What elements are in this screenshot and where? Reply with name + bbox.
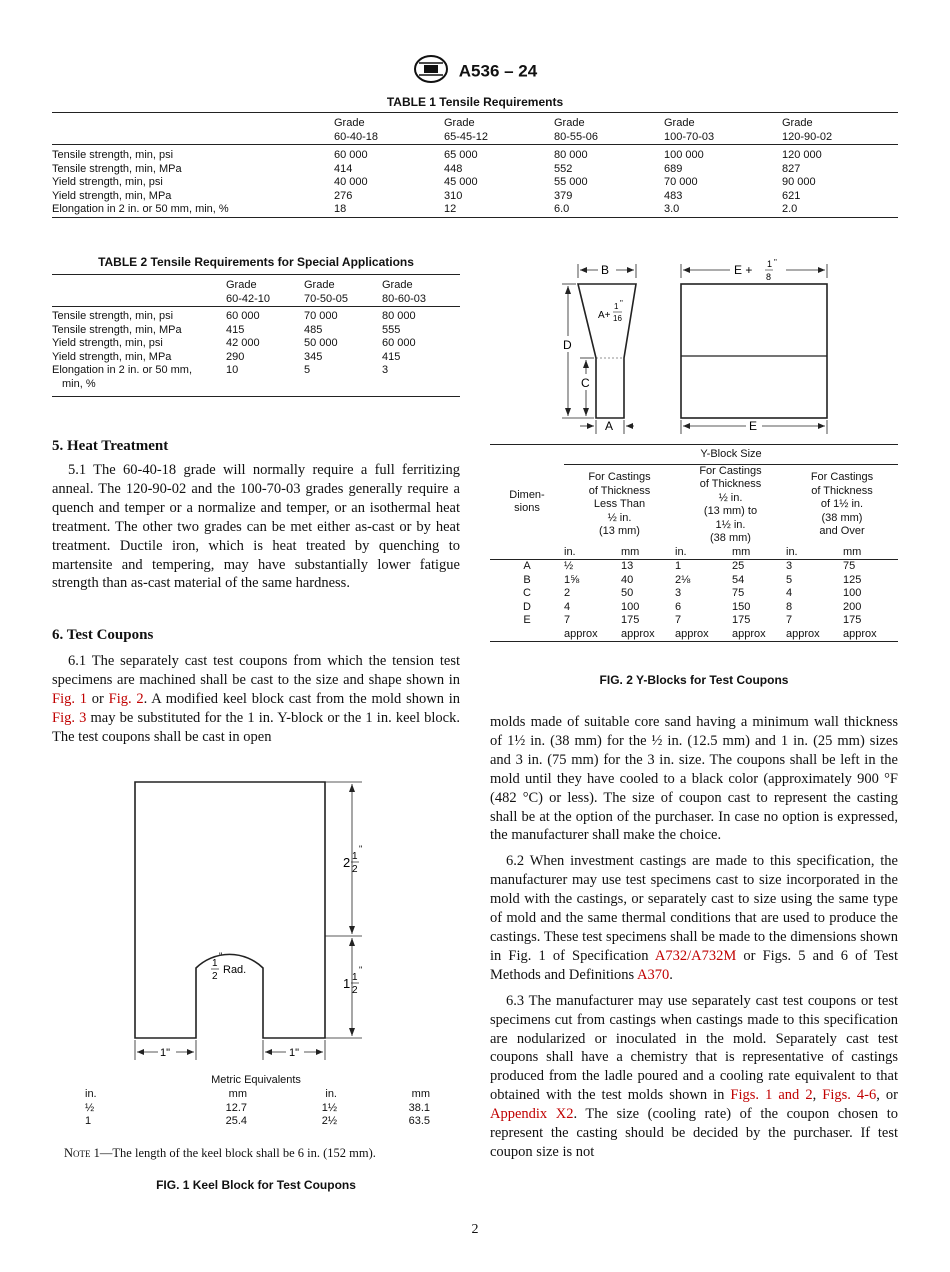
table-row: E 7 175 7 175 7 175 <box>523 614 862 626</box>
designation: A536 – 24 <box>458 61 538 81</box>
fig1-link[interactable]: Fig. 1 <box>52 690 87 707</box>
svg-text:": " <box>620 299 623 308</box>
table-row: Yield strength, min, MPa 290 345 415 <box>52 350 401 363</box>
fig2-y-block-drawing <box>550 258 850 438</box>
page-header <box>0 54 950 89</box>
fig2-caption: FIG. 2 Y-Blocks for Test Coupons <box>599 673 789 687</box>
table-row: Tensile strength, min, psi 60 000 65 000 80 000 100 000 120 000 <box>52 149 822 161</box>
dim-b-label: B <box>601 263 610 277</box>
table-row: approx approx approx approx approx approx <box>490 628 898 642</box>
radius-label: Rad. <box>223 964 247 976</box>
appendix-x2-link[interactable]: Appendix X2 <box>490 1106 574 1123</box>
figs-1-2-link[interactable]: Figs. 1 and 2 <box>730 1087 813 1104</box>
figs-4-6-link[interactable]: Figs. 4-6 <box>822 1087 877 1104</box>
svg-text:": " <box>359 844 363 854</box>
table-row: 1 25.4 2½ 63.5 <box>85 1115 430 1127</box>
height-bottom-label: 1 <box>343 976 351 991</box>
svg-text:1: 1 <box>352 972 358 983</box>
svg-text:2: 2 <box>212 971 218 982</box>
section6-p1: 6.1 The separately cast test coupons from which the tension test specimens are machined shall be cast to the size and shape shown in Fig. 1 or Fig. 2. A modified keel block cast from the mold shown in Fig. 3 may be substituted for the 1 in. Y-block or the 1 in. keel block. The test coupons shall be cast in open <box>52 653 461 745</box>
dim-a-label: A <box>605 419 614 433</box>
table-row: Tensile strength, min, psi 60 000 70 000 80 000 <box>52 310 416 322</box>
dim-d-label: D <box>563 338 572 352</box>
astm-logo-icon <box>413 54 449 89</box>
table-row: B 1⅝ 40 2⅛ 54 5 125 <box>523 573 862 586</box>
table-row: ½ 12.7 1½ 38.1 <box>85 1101 430 1114</box>
table-row: A ½ 13 1 25 3 75 <box>523 560 856 572</box>
dim-e-plus-label: E + <box>734 263 753 277</box>
svg-text:1: 1 <box>212 958 218 969</box>
fig1-caption: FIG. 1 Keel Block for Test Coupons <box>156 1178 356 1192</box>
y-block-profile-outline <box>578 284 636 418</box>
svg-text:2: 2 <box>352 864 358 875</box>
a732-link[interactable]: A732/A732M <box>654 947 737 964</box>
table-row: Elongation in 2 in. or 50 mm, min, % 18 12 6.0 3.0 2.0 <box>52 203 798 215</box>
svg-text:": " <box>219 951 223 961</box>
svg-text:16: 16 <box>613 314 622 323</box>
keel-block-outline <box>135 782 325 1038</box>
section6-right-column: molds made of suitable core sand having a minimum wall thickness of 1½ in. (38 mm) for the ½ in. (12.5 mm) and 1 in. (25 mm) sizes and 3 in. (75 mm) for the 3 in. size. The coupons shall be left in the mold until they have cooled to a black color (approximately 900 °F (482 °C) or less). The size of coupon cast to represent the casting shall be at the option of the purchaser. In case no option is expressed, the manufacturer shall make the choice. 6.2 When investment castings are made to this specification, the manufacturer may use test specimens cast to size incorporated in the mold with the castings, or separately cast to size using the same type of mold and the same thermal conditions that are used to produce the castings. These test specimens shall be made to the dimensions shown in Fig. 1 of Specification A732/A732M or Figs. 5 and 6 of Test Methods and Definitions A370. 6.3 The manufacturer may use separately cast test coupons or test specimens cut from castings when castings made to this specification are nodularized or inoculated in the mold. Separately cast test coupons shall have a chemistry that is representative of castings produced from the ladle poured and a cooling rate equivalent to that obtained with the test molds shown in Figs. 1 and 2, Figs. 4-6, or Appendix X2. The size (cooling rate) of the coupon chosen to represent the casting should be decided by the purchaser. If test coupon size is not <box>490 714 898 1160</box>
page-number: 2 <box>471 1222 479 1237</box>
height-top-label: 2 <box>343 855 351 870</box>
table-row: Tensile strength, min, MPa 415 485 555 <box>52 323 401 336</box>
table2-caption: TABLE 2 Tensile Requirements for Special Applications <box>98 255 414 269</box>
table-row: Yield strength, min, MPa 276 310 379 483 621 <box>52 189 801 202</box>
table-row: Tensile strength, min, MPa 414 448 552 689 827 <box>52 162 801 175</box>
left-width-label: 1" <box>160 1047 171 1059</box>
svg-text:": " <box>774 258 777 267</box>
table-row: D 4 100 6 150 8 200 <box>523 600 862 613</box>
section5-text: 5.1 The 60-40-18 grade will normally require a full ferritizing anneal. The 120-90-02 and the 100-70-03 grades generally require a quench and temper or a normalize and temper, or an isothermal heat treatment. The other two grades can be met either as-cast or by heat treatment. Ductile iron, which is heat treated by quenching to martensite and tempering, may have substantially lower fatigue strength than as-cast material of the same hardness. <box>52 462 460 592</box>
table1: Grade 60-40-18 Grade 65-45-12 Grade 80-55-06 Grade 100-70-03 Grade 120-90-02 Tensile strength, min, psi 60 000 65 000 80 000 100 000 120 000 Tensile strength, min, MPa 414 448 552 689 827 Yield strength, min, psi 40 000 45 000 55 000 70 000 90 000 Yield strength, min, MPa 276 310 379 483 621 Elongation in 2 in. or 50 mm, min, % 18 12 6.0 3.0 2.0 <box>52 112 898 219</box>
table-row: Yield strength, min, psi 42 000 50 000 60 000 <box>52 337 416 349</box>
svg-text:": " <box>359 965 363 975</box>
right-width-label: 1" <box>289 1047 300 1059</box>
svg-text:1: 1 <box>614 302 619 311</box>
metric-equivalents-title: Metric Equivalents <box>211 1074 301 1086</box>
metric-equivalents-table: in. mm in. mm ½ 12.7 1½ 38.1 1 25.4 2½ 63.5 <box>85 1088 430 1127</box>
fig2-link[interactable]: Fig. 2 <box>108 690 144 707</box>
dim-e-label: E <box>749 419 758 433</box>
fig1-keel-block-drawing <box>100 770 460 1070</box>
dim-c-label: C <box>581 376 590 390</box>
y-block-size-table: Dimen- sions Y-Block Size For Castings of Thickness Less Than ½ in. (13 mm) For Castings of Thickness ½ in. (13 mm) to 1½ in. (38 mm) For Castings of Thickness of 1½ in. (38 mm) and Over in. mm in. mm in. mm A ½ 13 1 25 3 75 B 1⅝ 40 2⅛ 54 5 125 C 2 50 3 75 4 100 D 4 100 6 150 8 200 E 7 175 7 175 7 175 approx approx approx approx approx approx <box>490 444 898 642</box>
fig3-link[interactable]: Fig. 3 <box>52 709 87 726</box>
table1-caption: TABLE 1 Tensile Requirements <box>386 95 564 109</box>
table-row: C 2 50 3 75 4 100 <box>523 587 862 599</box>
svg-text:1: 1 <box>767 259 773 269</box>
section5-heading: 5. Heat Treatment <box>52 438 169 454</box>
a370-link[interactable]: A370 <box>637 966 670 983</box>
svg-text:1: 1 <box>352 851 358 862</box>
fig1-note: Note 1—The length of the keel block shall be 6 in. (152 mm). <box>64 1146 376 1160</box>
svg-text:8: 8 <box>766 272 772 282</box>
y-block-side-outline <box>681 284 827 418</box>
table-row: Yield strength, min, psi 40 000 45 000 55 000 70 000 90 000 <box>52 176 816 188</box>
table-row: Elongation in 2 in. or 50 mm, min, % 10 5 3 <box>52 364 389 390</box>
table2: Grade 60-42-10 Grade 70-50-05 Grade 80-60-03 Tensile strength, min, psi 60 000 70 000 80 000 Tensile strength, min, MPa 415 485 555 Yield strength, min, psi 42 000 50 000 60 000 Yield strength, min, MPa 290 345 415 Elongation in 2 in. or 50 mm, min, % 10 5 3 <box>52 274 460 397</box>
svg-text:2: 2 <box>352 985 358 996</box>
section6-heading: 6. Test Coupons <box>52 627 154 643</box>
dim-a-plus-label: A+ <box>598 310 611 321</box>
